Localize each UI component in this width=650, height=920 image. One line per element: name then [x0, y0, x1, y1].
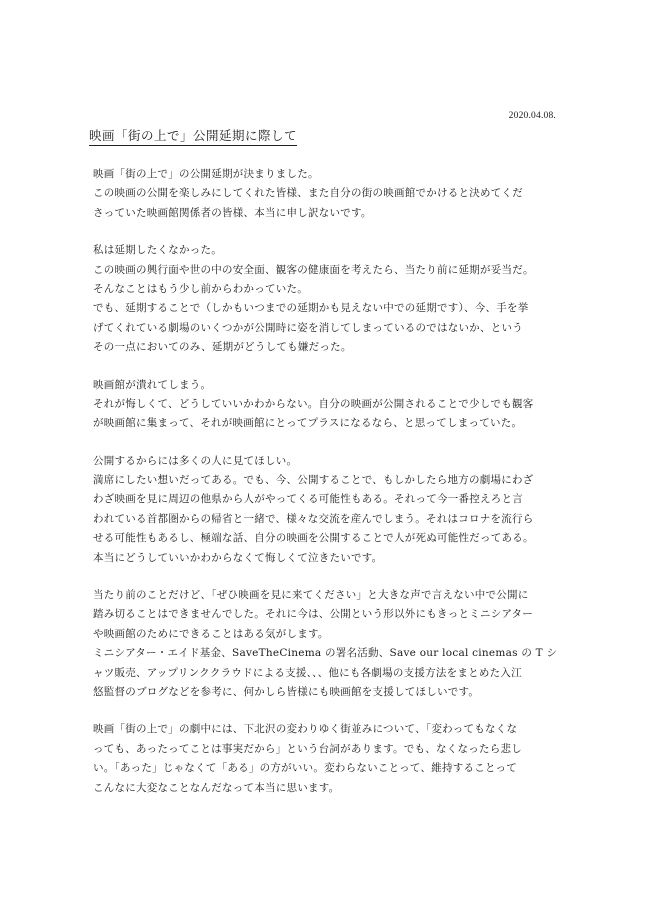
paragraph-line: 当たり前のことだけど、「ぜひ映画を見に来てください」と大きな声で言えない中で公開に — [93, 589, 529, 602]
paragraph — [93, 376, 565, 434]
paragraph-line: そんなことはもう少し前からわかっていた。 — [93, 282, 308, 295]
paragraph-line: 映画「街の上で」の劇中には、下北沢の変わりゆく街並みについて、「変わってもなくな — [93, 723, 518, 736]
paragraph-line: わざ映画を見に周辺の他県から人がやってくる可能性もある。それって今一番控えろと言 — [93, 493, 523, 506]
paragraph-line: その一点においてのみ、延期がどうしても嫌だった。 — [93, 341, 352, 354]
paragraph — [93, 586, 565, 702]
paragraph — [93, 165, 565, 223]
paragraph-line: それが悔しくて、どうしていいかわからない。自分の映画が公開されることで少しでも観客 — [93, 397, 534, 410]
paragraph-line: こんなに大変なことなんだなって本当に思います。 — [93, 781, 340, 794]
paragraph-line: っても、あったってことは事実だから」という台詞があります。でも、なくなったら悲し — [93, 742, 523, 755]
paragraph-line: 映画館が潰れてしまう。 — [93, 378, 212, 391]
paragraph — [93, 720, 565, 798]
paragraph-line: われている首都圏からの帰省と一緒で、様々な交流を産んでしまう。それはコロナを流行ら — [93, 512, 534, 525]
document-body — [93, 165, 565, 816]
paragraph-line: げてくれている劇場のいくつかが公開時に姿を消してしまっているのではないか、という — [93, 321, 523, 334]
paragraph-line: 私は延期したくなかった。 — [93, 244, 222, 257]
paragraph-line: や映画館のためにできることはある気がします。 — [93, 627, 329, 640]
paragraph — [93, 452, 565, 568]
document-title: 映画「街の上で」公開延期に際して — [89, 128, 297, 146]
paragraph-line: さっていた映画館関係者の皆様、本当に申し訳ないです。 — [93, 206, 372, 219]
paragraph-line: せる可能性もあるし、極端な話、自分の映画を公開することで人が死ぬ可能性だってある。 — [93, 532, 534, 545]
paragraph-line: 本当にどうしていいかわからなくて悔しくて泣きたいです。 — [93, 551, 383, 564]
paragraph-line: が映画館に集まって、それが映画館にとってプラスになるなら、と思ってしまっていた。 — [93, 417, 523, 430]
paragraph-line: この映画の興行面や世の中の安全面、観客の健康面を考えたら、当たり前に延期が妥当だ。 — [93, 263, 534, 276]
paragraph-line: でも、延期することで（しかもいつまでの延期かも見えない中での延期です）、今、手を挙 — [93, 302, 529, 315]
paragraph-line: ャツ販売、アップリンククラウドによる支援、、、他にも各劇場の支援方法をまとめた入江 — [93, 666, 522, 679]
paragraph-line: い。「あった」じゃなくて「ある」の方がいい。変わらないことって、維持することって — [93, 762, 518, 775]
paragraph-line: ミニシアター・エイド基金、SaveTheCinema の署名活動、Save our local cinemas の T シ — [93, 647, 558, 660]
paragraph-line: この映画の公開を楽しみにしてくれた皆様、また自分の街の映画館でかけると決めてくだ — [93, 187, 523, 200]
paragraph-line: 踏み切ることはできませんでした。それに今は、公開という形以外にもきっとミニシアター — [93, 608, 534, 621]
paragraph — [93, 241, 565, 357]
paragraph-line: 公開するからには多くの人に見てほしい。 — [93, 454, 298, 467]
paragraph-line: 悠監督のブログなどを参考に、何かしら皆様にも映画館を支援してほしいです。 — [93, 685, 480, 698]
paragraph-line: 満席にしたい想いだってある。でも、今、公開することで、もしかしたら地方の劇場にわざ — [93, 474, 534, 487]
paragraph-line: 映画「街の上で」の公開延期が決まりました。 — [93, 168, 319, 180]
document-date: 2020.04.08. — [508, 111, 556, 121]
